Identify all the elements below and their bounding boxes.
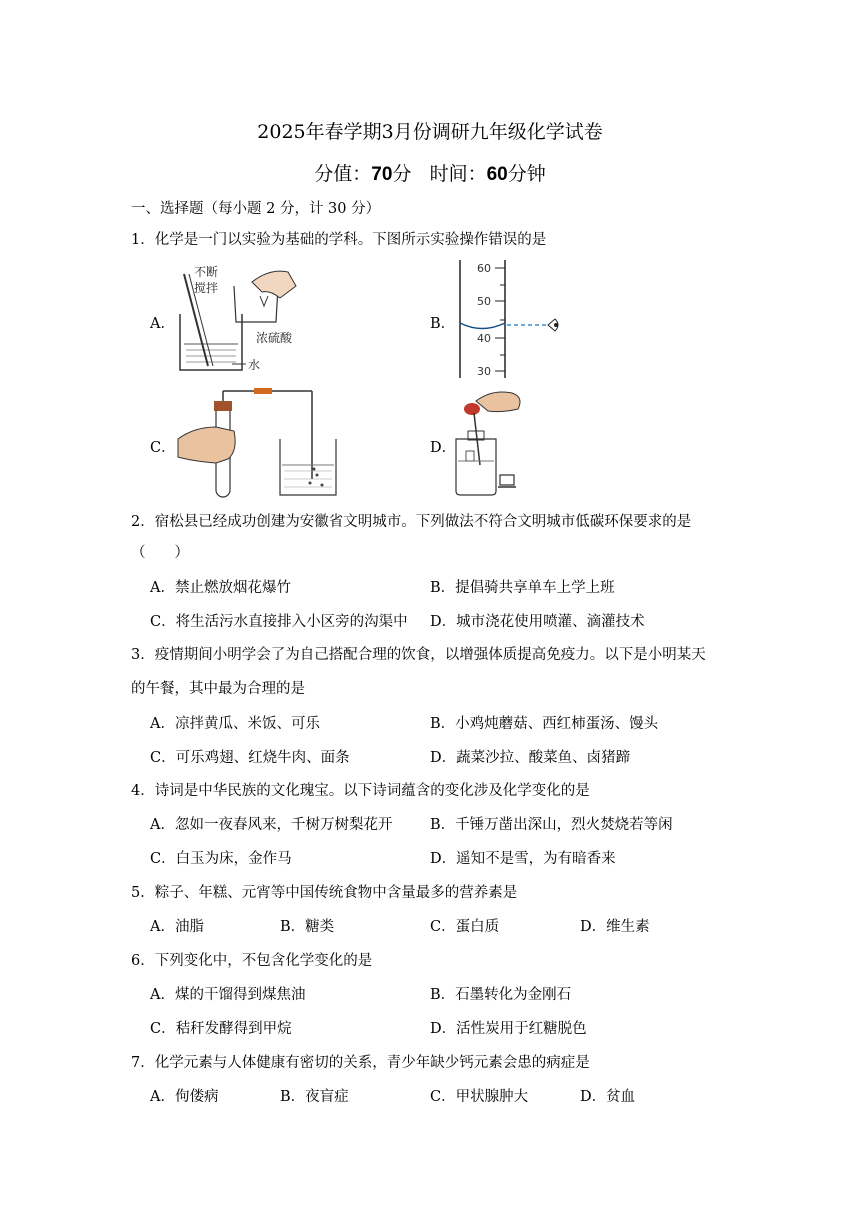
q7-stem: 7．化学元素与人体健康有密切的关系，青少年缺少钙元素会患的病症是 (131, 1055, 590, 1071)
q6-stem: 6．下列变化中，不包含化学变化的是 (131, 953, 373, 969)
q5-option-c: C．蛋白质 (430, 919, 500, 935)
q2-stem: 2．宿松县已经成功创建为安徽省文明城市。下列做法不符合文明城市低碳环保要求的是 (131, 514, 692, 530)
q5-option-a: A．油脂 (150, 919, 204, 935)
exam-title: 2025年春学期3月份调研九年级化学试卷 (257, 121, 603, 143)
q1-label-c: C． (150, 440, 176, 456)
fig-a-stir-2: 搅拌 (194, 281, 219, 295)
score-label: 分值： (314, 163, 372, 185)
q6-option-b: B．石墨转化为金刚石 (430, 987, 572, 1003)
time-unit: 分钟 (507, 163, 546, 185)
time-value: 60 (486, 164, 508, 185)
q1-label-b: B． (430, 316, 456, 332)
fig-a-stir-1: 不断 (194, 265, 219, 279)
q1-label-a: A． (150, 316, 175, 332)
q6-option-d: D．活性炭用于红糖脱色 (430, 1021, 587, 1037)
q4-option-a: A．忽如一夜春风来，千树万树梨花开 (150, 817, 393, 833)
q4-stem: 4．诗词是中华民族的文化瑰宝。以下诗词蕴含的变化涉及化学变化的是 (131, 783, 590, 799)
q3-option-c: C．可乐鸡翅、红烧牛肉、面条 (150, 750, 350, 766)
q4-option-d: D．遥知不是雪，为有暗香来 (430, 851, 616, 867)
q1-label-d: D． (430, 440, 457, 456)
q7-option-d: D．贫血 (580, 1089, 636, 1105)
q4-option-b: B．千锤万凿出深山，烈火焚烧若等闲 (430, 817, 673, 833)
q3-option-b: B．小鸡炖蘑菇、西红柿蛋汤、馒头 (430, 716, 659, 732)
fig-d-dropper (452, 387, 562, 499)
q3-option-a: A．凉拌黄瓜、米饭、可乐 (150, 716, 320, 732)
time-label: 时间： (429, 163, 487, 185)
fig-a-water: 水 (248, 358, 261, 372)
score-value: 70 (371, 164, 393, 185)
fig-b-tick-30: 30 (477, 365, 491, 378)
q4-option-c: C．白玉为床，金作马 (150, 851, 292, 867)
fig-b-tick-60: 60 (477, 262, 491, 275)
q3-option-d: D．蔬菜沙拉、酸菜鱼、卤猪蹄 (430, 750, 631, 766)
q2-option-d: D．城市浇花使用喷灌、滴灌技术 (430, 614, 645, 630)
q5-option-b: B．糖类 (280, 919, 335, 935)
q7-option-b: B．夜盲症 (280, 1089, 349, 1105)
q3-stem: 3．疫情期间小明学会了为自己搭配合理的饮食，以增强体质提高免疫力。以下是小明某天 (131, 647, 706, 663)
q7-option-c: C．甲状腺肿大 (430, 1089, 529, 1105)
q3-stem-cont: 的午餐，其中最为合理的是 (131, 681, 305, 697)
q2-option-b: B．提倡骑共享单车上学上班 (430, 580, 615, 596)
q2-option-c: C．将生活污水直接排入小区旁的沟渠中 (150, 614, 408, 630)
q5-stem: 5．粽子、年糕、元宵等中国传统食物中含量最多的营养素是 (131, 885, 518, 901)
q2-option-a: A．禁止燃放烟花爆竹 (150, 580, 291, 596)
score-unit: 分 (392, 163, 412, 185)
section-heading: 一、选择题（每小题 2 分，计 30 分） (131, 201, 381, 217)
fig-a-dilution (172, 262, 312, 377)
fig-a-acid: 浓硫酸 (256, 331, 293, 345)
q5-option-d: D．维生素 (580, 919, 650, 935)
q6-option-a: A．煤的干馏得到煤焦油 (150, 987, 306, 1003)
q2-blank: （ ） (131, 545, 189, 561)
exam-subtitle (0, 159, 860, 186)
q6-option-c: C．秸秆发酵得到甲烷 (150, 1021, 292, 1037)
q7-option-a: A．佝偻病 (150, 1089, 219, 1105)
fig-b-tick-40: 40 (477, 332, 491, 345)
q1-stem: 1．化学是一门以实验为基础的学科。下图所示实验操作错误的是 (131, 232, 547, 248)
fig-b-cylinder (455, 258, 575, 380)
fig-c-airtightness (172, 387, 342, 499)
fig-b-tick-50: 50 (477, 295, 491, 308)
